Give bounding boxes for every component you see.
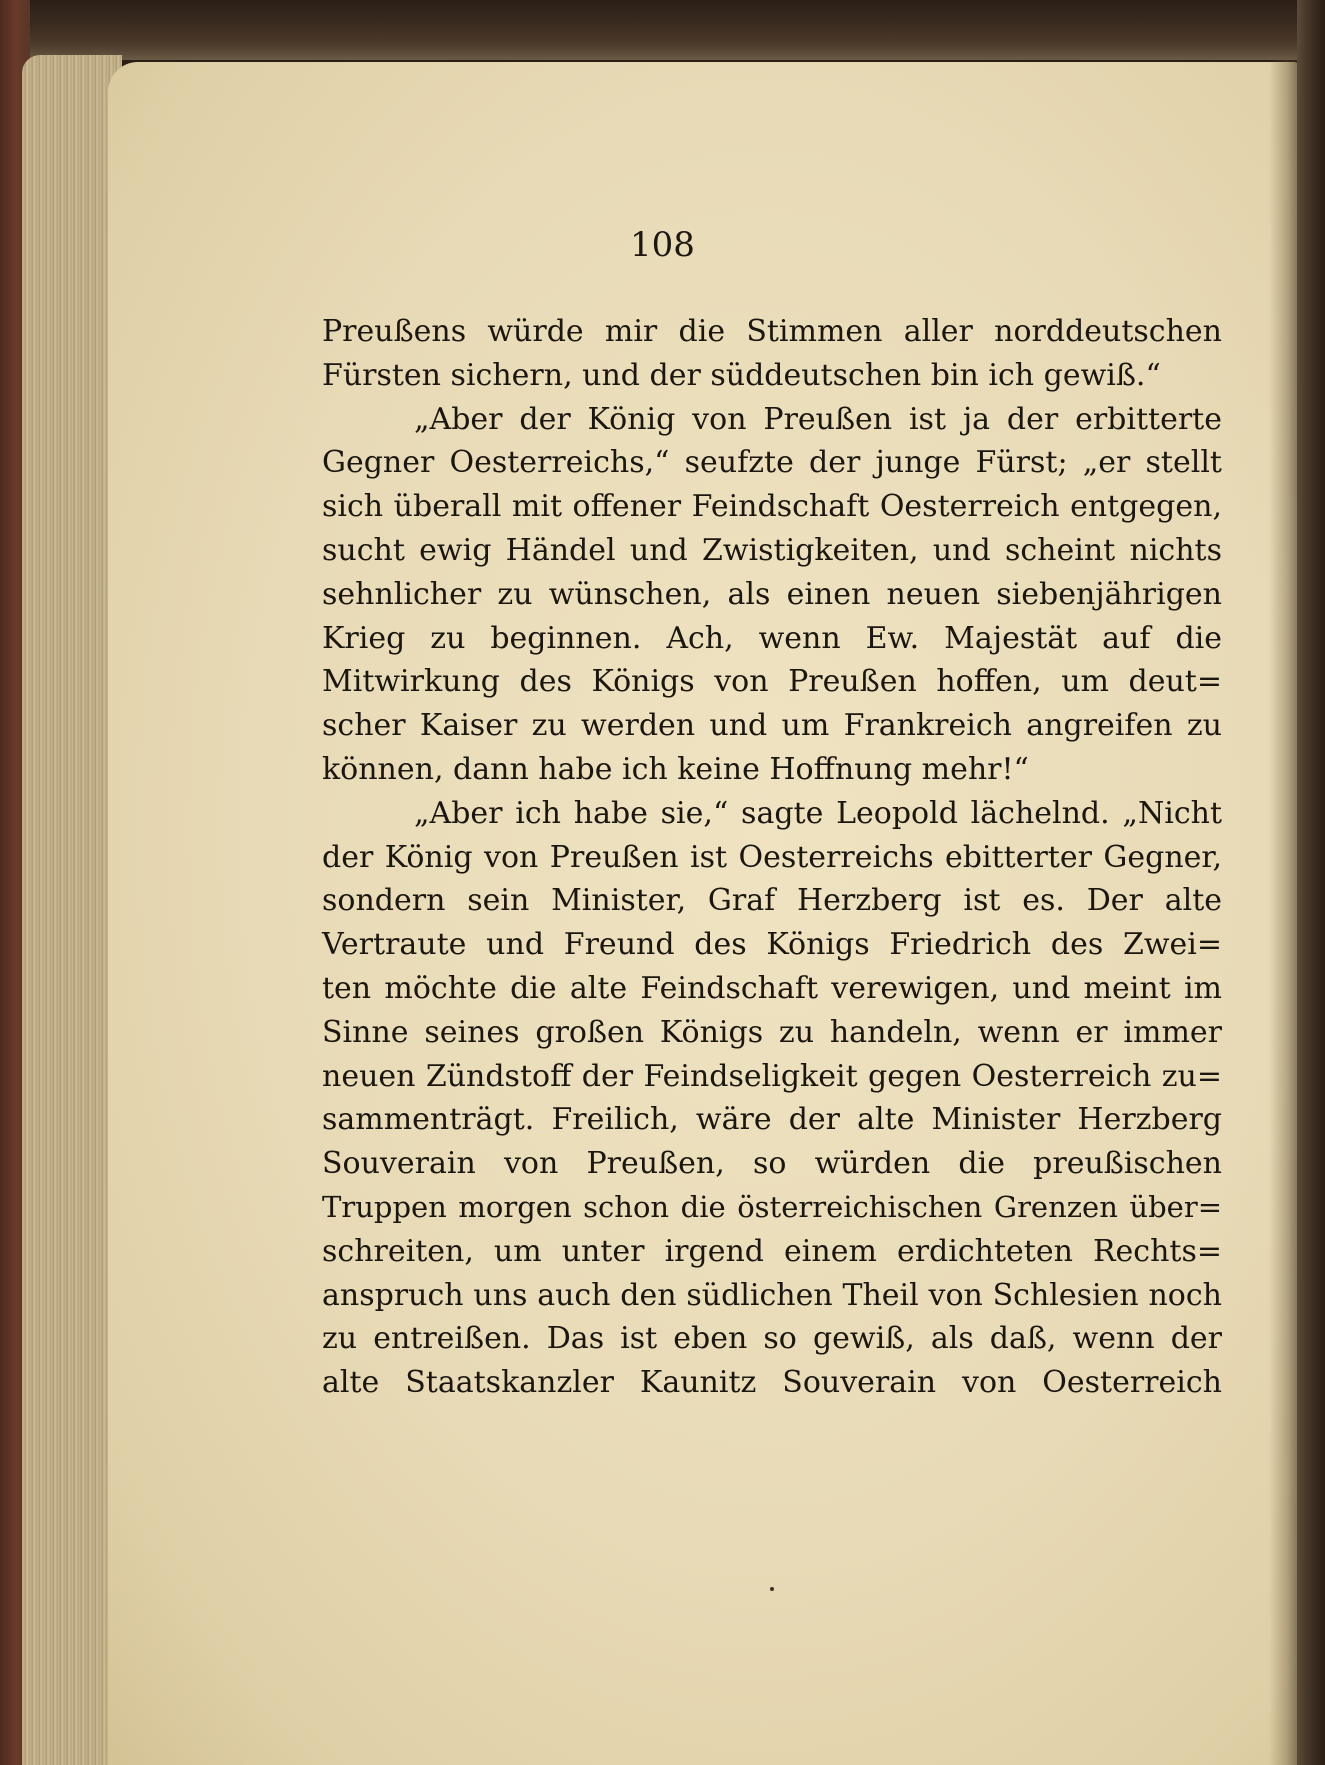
text-line: sondern sein Minister, Graf Herzberg ist es. Der alte — [322, 883, 1222, 919]
text-line: können, dann habe ich keine Hoffnung mehr!“ — [322, 751, 1029, 787]
text-line: Krieg zu beginnen. Ach, wenn Ew. Majestät auf die — [322, 620, 1222, 656]
text-line: Mitwirkung des Königs von Preußen hoffen, um deut= — [322, 664, 1222, 700]
text-line: Preußens würde mir die Stimmen aller norddeutschen — [322, 314, 1222, 349]
text-line: der König von Preußen ist Oesterreichs ebitterter Gegner, — [322, 839, 1222, 875]
page-number: 108 — [630, 225, 695, 265]
text-line: sehnlicher zu wünschen, als einen neuen siebenjährigen — [322, 576, 1222, 612]
text-line: Sinne seines großen Königs zu handeln, wenn er immer — [322, 1014, 1222, 1050]
text-line: Vertraute und Freund des Königs Friedrich des Zwei= — [322, 927, 1222, 963]
text-line: schreiten, um unter irgend einem erdichteten Rechts= — [322, 1233, 1222, 1269]
text-line: sammenträgt. Freilich, wäre der alte Minister Herzberg — [322, 1102, 1222, 1138]
text-line: neuen Zündstoff der Feindseligkeit gegen Oesterreich zu= — [322, 1058, 1222, 1094]
text-line: scher Kaiser zu werden und um Frankreich angreifen zu — [322, 708, 1222, 744]
paper-speck — [770, 1587, 774, 1591]
text-line: sucht ewig Händel und Zwistigkeiten, und scheint nichts — [322, 532, 1222, 568]
text-line: Truppen morgen schon die österreichischen Grenzen über= — [322, 1189, 1222, 1224]
text-line: Gegner Oesterreichs,“ seufzte der junge Fürst; „er stellt — [322, 445, 1222, 481]
text-line: ten möchte die alte Feindschaft verewigen, und meint im — [322, 970, 1222, 1006]
text-line: zu entreißen. Das ist eben so gewiß, als daß, wenn der — [322, 1321, 1222, 1357]
page-text — [322, 310, 1222, 1405]
page-gutter-shadow — [1269, 60, 1299, 1765]
text-line: „Aber ich habe sie,“ sagte Leopold lächelnd. „Nicht — [414, 795, 1222, 831]
text-line: alte Staatskanzler Kaunitz Souverain von Oesterreich — [322, 1365, 1222, 1401]
page-edges-stack — [22, 55, 122, 1765]
book-cover-top — [0, 0, 1325, 60]
text-line: sich überall mit offener Feindschaft Oesterreich entgegen, — [322, 489, 1222, 525]
text-line: Souverain von Preußen, so würden die preußischen — [322, 1146, 1222, 1182]
text-line: Fürsten sichern, und der süddeutschen bin ich gewiß.“ — [322, 357, 1161, 393]
text-line: anspruch uns auch den südlichen Theil von Schlesien noch — [322, 1277, 1222, 1313]
text-line: „Aber der König von Preußen ist ja der erbitterte — [414, 401, 1222, 437]
